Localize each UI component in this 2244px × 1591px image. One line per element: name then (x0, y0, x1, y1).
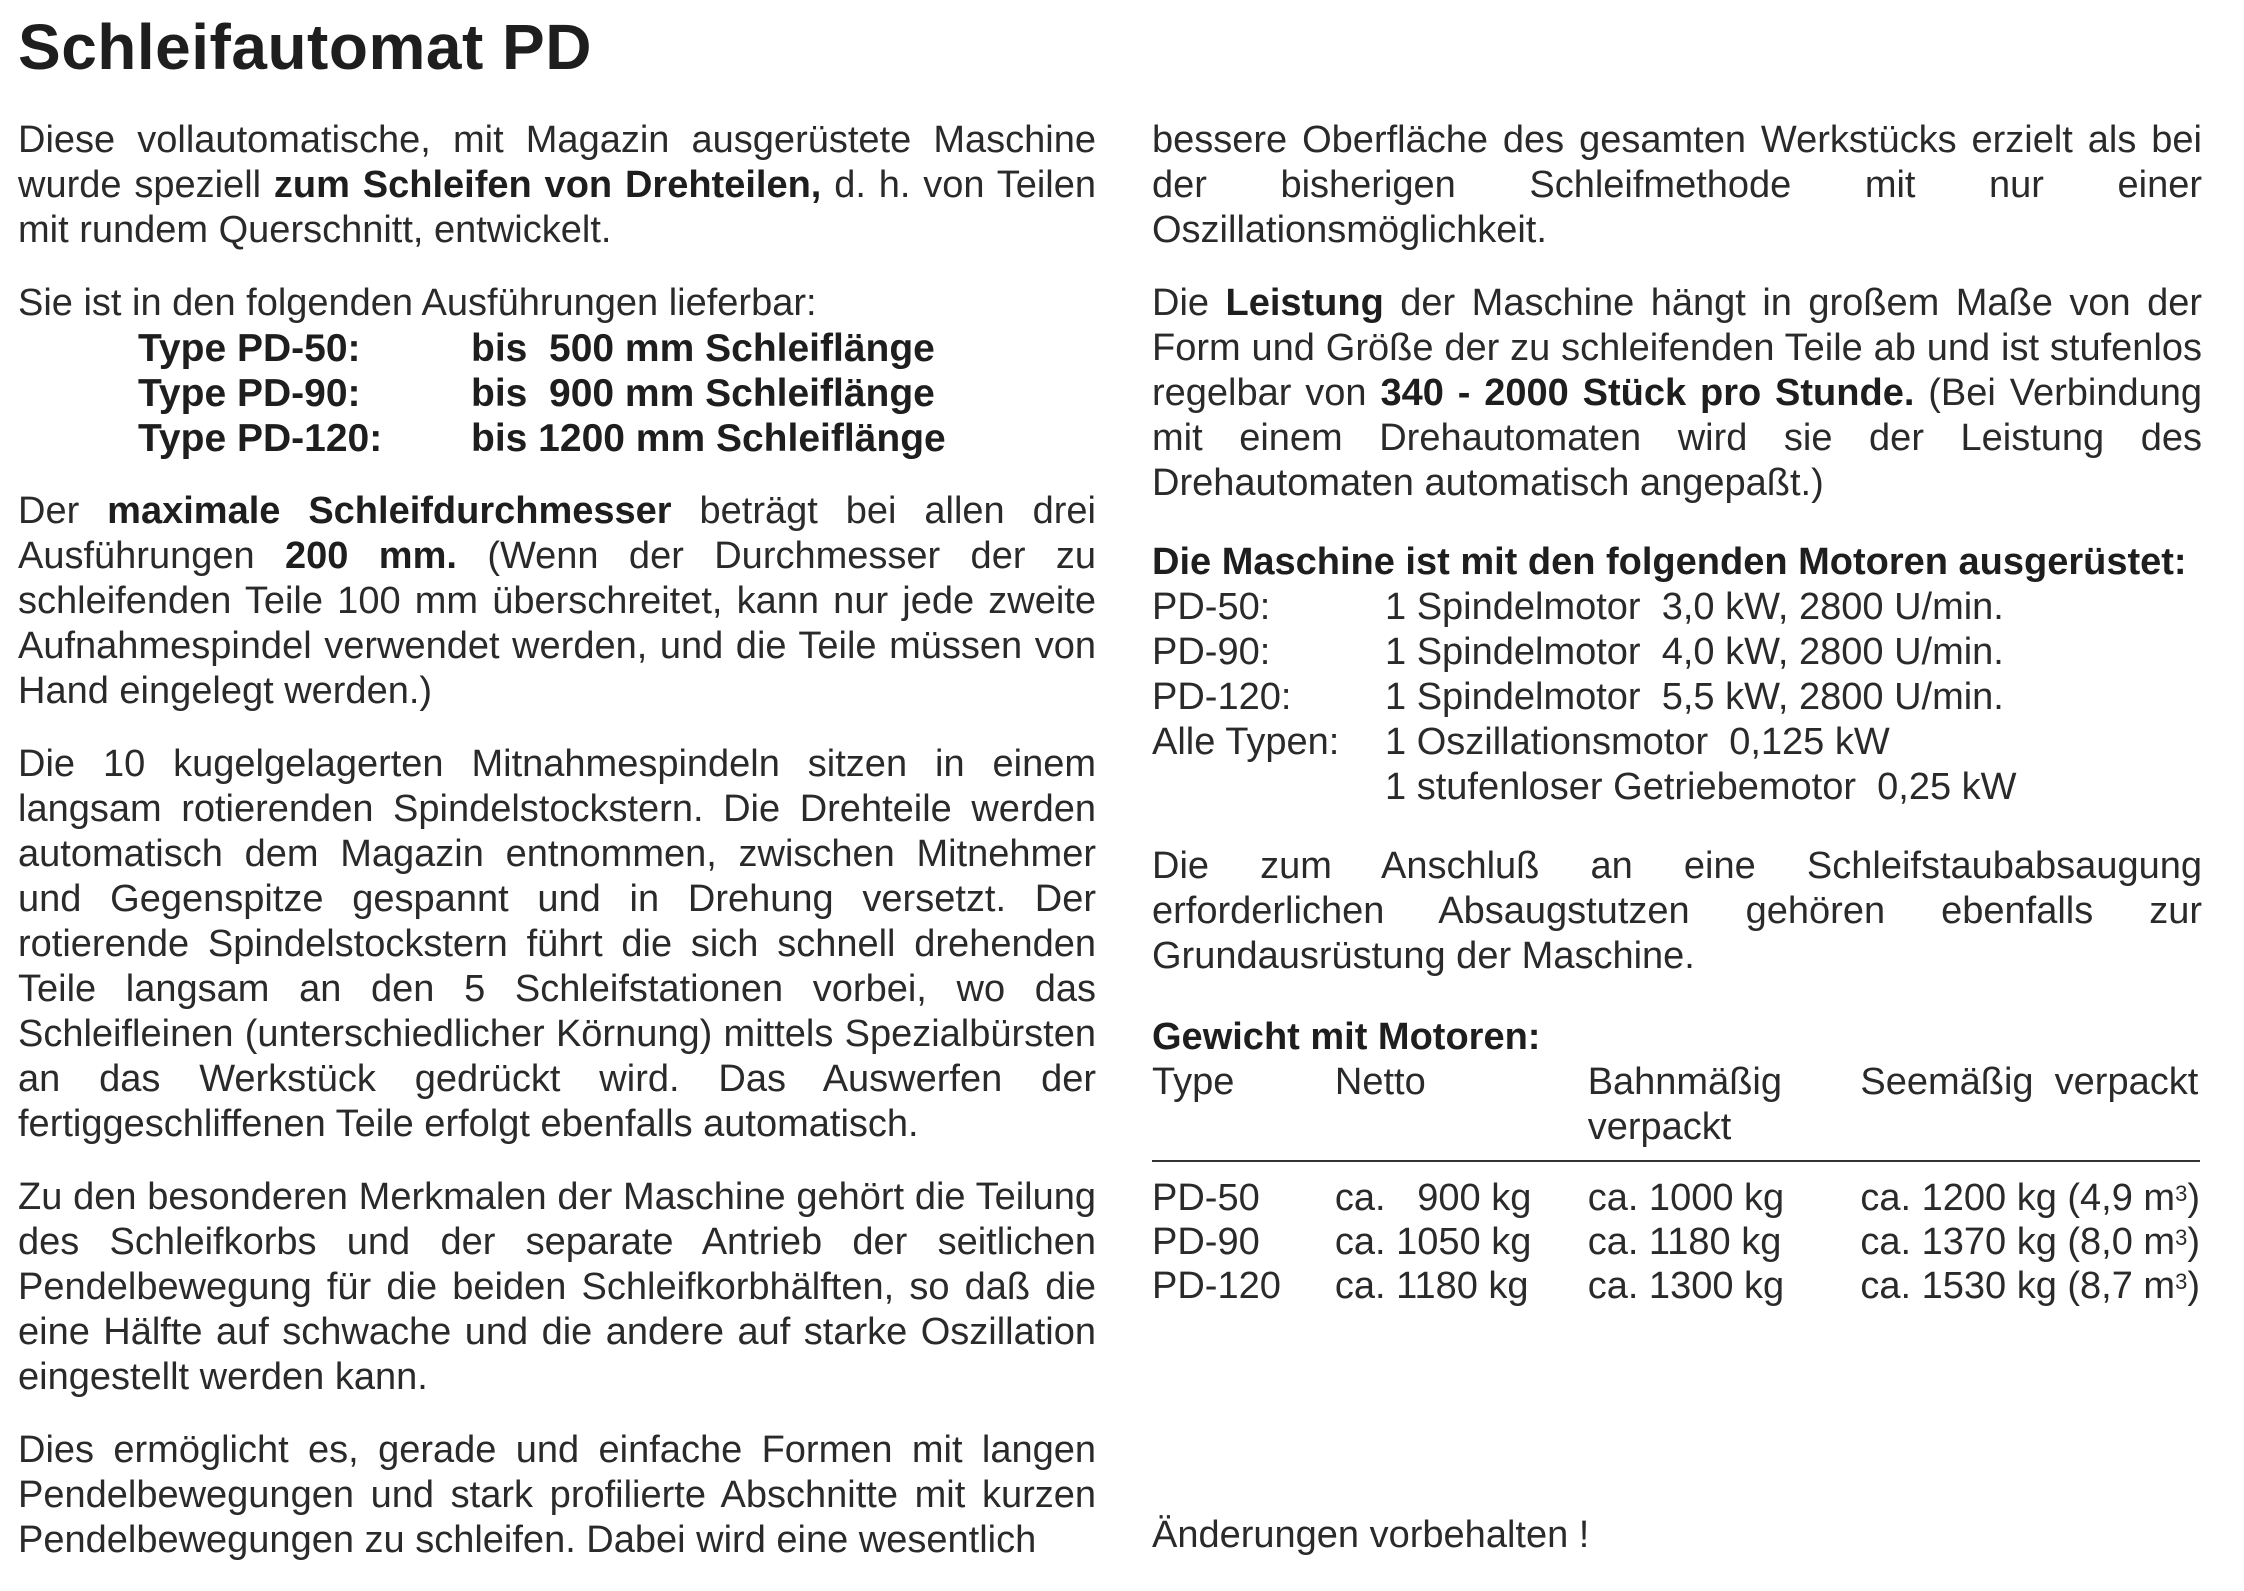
left-column (18, 118, 1096, 1591)
cell-type: PD-50 (1152, 1177, 1260, 1219)
motor-desc: 1 Spindelmotor 5,5 kW, 2800 U/min. (1385, 676, 2004, 718)
motors-heading: Die Maschine ist mit den folgenden Motoren ausgerüstet: (1152, 541, 2187, 583)
cell-type: PD-120 (1152, 1265, 1281, 1307)
variant-spec: bis 500 mm Schleiflänge (471, 327, 935, 370)
intro-text: Diese vollautomatische, mit Magazin ausgerüstete Maschine wurde speziell (18, 119, 1096, 206)
performance-emphasis: Leistung (1225, 282, 1384, 324)
motor-type: Alle Typen: (1152, 721, 1340, 763)
motor-desc: 1 stufenloser Getriebemotor 0,25 kW (1385, 766, 2017, 808)
table-row (1152, 1220, 2200, 1264)
dust-paragraph: Die zum Anschluß an eine Schleifstaubabsaugung erforderlichen Absaugstutzen gehören ebenfalls zur Grundausrüstung der Maschine. (1152, 845, 2202, 977)
sea-close: ) (2187, 1265, 2200, 1307)
performance-text-mid: der Maschine hängt in großem Maße von der Form und Größe der zu schleifenden Teile ab und ist stufenlos regelbar von (1152, 282, 2202, 414)
motor-type: PD-120: (1152, 676, 1292, 718)
motor-type (1152, 765, 1385, 810)
diameter-text: Der (18, 490, 108, 532)
table-row (1152, 1161, 2200, 1220)
motors-list (1152, 585, 2202, 810)
motor-row (1152, 630, 2202, 675)
header-rail: Bahnmäßig verpackt (1587, 1061, 1783, 1148)
variant-row (138, 326, 1096, 371)
cell-type: PD-90 (1152, 1221, 1260, 1263)
features-paragraph: Zu den besonderen Merkmalen der Maschine gehört die Teilung des Schleifkorbs und der separate Antrieb der seitlichen Pendelbewegung für die beiden Schleifkorbhälften, so daß die eine Hälfte auf schwache und die andere auf starke Oszillation eingestellt werden kann. (18, 1176, 1096, 1398)
motor-desc: 1 Spindelmotor 4,0 kW, 2800 U/min. (1385, 631, 2004, 673)
sea-exponent: 3 (2175, 1181, 2188, 1206)
variants-list (138, 326, 1096, 461)
weight-table (1152, 1060, 2200, 1308)
motor-desc: 1 Spindelmotor 3,0 kW, 2800 U/min. (1385, 586, 2004, 628)
sea-value: ca. 1200 kg (4,9 m (1860, 1177, 2176, 1219)
motor-type: PD-50: (1152, 586, 1271, 628)
motor-row (1152, 720, 2202, 765)
cell-net: ca. 900 kg (1334, 1177, 1532, 1219)
sea-value: ca. 1370 kg (8,0 m (1860, 1221, 2176, 1263)
sea-close: ) (2187, 1177, 2200, 1219)
motor-row (1152, 765, 2202, 810)
diameter-note: (Wenn der Durchmesser der zu schleifenden Teile 100 mm überschreitet, kann nur jede zweite Aufnahmespindel verwendet werden, und die Teile müssen von Hand eingelegt werden.) (18, 535, 1096, 712)
cell-sea (1860, 1264, 2200, 1308)
sea-close: ) (2187, 1221, 2200, 1263)
header-sea: Seemäßig verpackt (1860, 1061, 2199, 1103)
weight-header-row (1152, 1060, 2200, 1161)
variant-spec: bis 900 mm Schleiflänge (471, 372, 935, 415)
disclaimer: Änderungen vorbehalten ! (1152, 1514, 1590, 1556)
performance-paragraph (1152, 281, 2202, 506)
variant-type: Type PD-50: (138, 327, 361, 370)
cell-net: ca. 1050 kg (1334, 1221, 1532, 1263)
diameter-emphasis: maximale Schleifdurchmesser (107, 490, 672, 532)
sea-exponent: 3 (2175, 1225, 2188, 1250)
motor-row (1152, 585, 2202, 630)
surface-paragraph: bessere Oberfläche des gesamten Werkstücks erzielt als bei der bisherigen Schleifmethode mit nur einer Oszillationsmöglichkeit. (1152, 119, 2202, 251)
variant-type: Type PD-120: (138, 417, 383, 460)
pendulum-paragraph: Dies ermöglicht es, gerade und einfache Formen mit langen Pendelbewegungen und stark profilierte Abschnitte mit kurzen Pendelbewegungen zu schleifen. Dabei wird eine wesentlich (18, 1429, 1096, 1561)
intro-emphasis: zum Schleifen von Drehteilen, (273, 164, 822, 206)
cell-rail: ca. 1300 kg (1587, 1265, 1785, 1307)
cell-sea (1860, 1220, 2200, 1264)
page-title: Schleifautomat PD (18, 11, 592, 83)
table-row (1152, 1264, 2200, 1308)
variant-row (138, 371, 1096, 416)
sea-exponent: 3 (2175, 1269, 2188, 1294)
cell-rail: ca. 1000 kg (1587, 1177, 1785, 1219)
cell-sea (1860, 1161, 2200, 1220)
right-column (1152, 118, 2202, 1308)
intro-paragraph (18, 118, 1096, 253)
performance-text: Die (1152, 282, 1226, 324)
header-net: Netto (1334, 1061, 1426, 1103)
motor-row (1152, 675, 2202, 720)
sea-value: ca. 1530 kg (8,7 m (1860, 1265, 2176, 1307)
variants-intro: Sie ist in den folgenden Ausführungen lieferbar: (18, 282, 817, 324)
motor-desc: 1 Oszillationsmotor 0,125 kW (1385, 721, 1890, 763)
diameter-text-mid: beträgt bei allen drei Ausführungen (18, 490, 1096, 577)
cell-net: ca. 1180 kg (1334, 1265, 1529, 1307)
diameter-paragraph (18, 489, 1096, 714)
weight-heading: Gewicht mit Motoren: (1152, 1016, 1541, 1058)
motor-type: PD-90: (1152, 631, 1271, 673)
header-type: Type (1152, 1061, 1235, 1103)
performance-note: (Bei Verbindung mit einem Drehautomaten wird sie der Leistung des Drehautomaten automatisch angepaßt.) (1152, 372, 2202, 504)
variant-type: Type PD-90: (138, 372, 361, 415)
intro-text-end: d. h. von Teilen mit rundem Querschnitt, entwickelt. (18, 164, 1096, 251)
diameter-value: 200 mm. (285, 535, 457, 577)
performance-range: 340 - 2000 Stück pro Stunde. (1380, 372, 1915, 414)
variant-row (138, 416, 1096, 461)
spindle-paragraph: Die 10 kugelgelagerten Mitnahmespindeln sitzen in einem langsam rotierenden Spindelstockstern. Die Drehteile werden automatisch dem Magazin entnommen, zwischen Mitnehmer und Gegenspitze gespannt und in Drehung versetzt. Der rotierende Spindelstockstern führt die sich schnell drehenden Teile langsam an den 5 Schleifstationen vorbei, wo das Schleifleinen (unterschiedlicher Körnung) mittels Spezialbürsten an das Werkstück gedrückt wird. Das Auswerfen der fertiggeschliffenen Teile erfolgt ebenfalls automatisch. (18, 743, 1096, 1145)
variant-spec: bis 1200 mm Schleiflänge (471, 417, 946, 460)
cell-rail: ca. 1180 kg (1587, 1221, 1782, 1263)
